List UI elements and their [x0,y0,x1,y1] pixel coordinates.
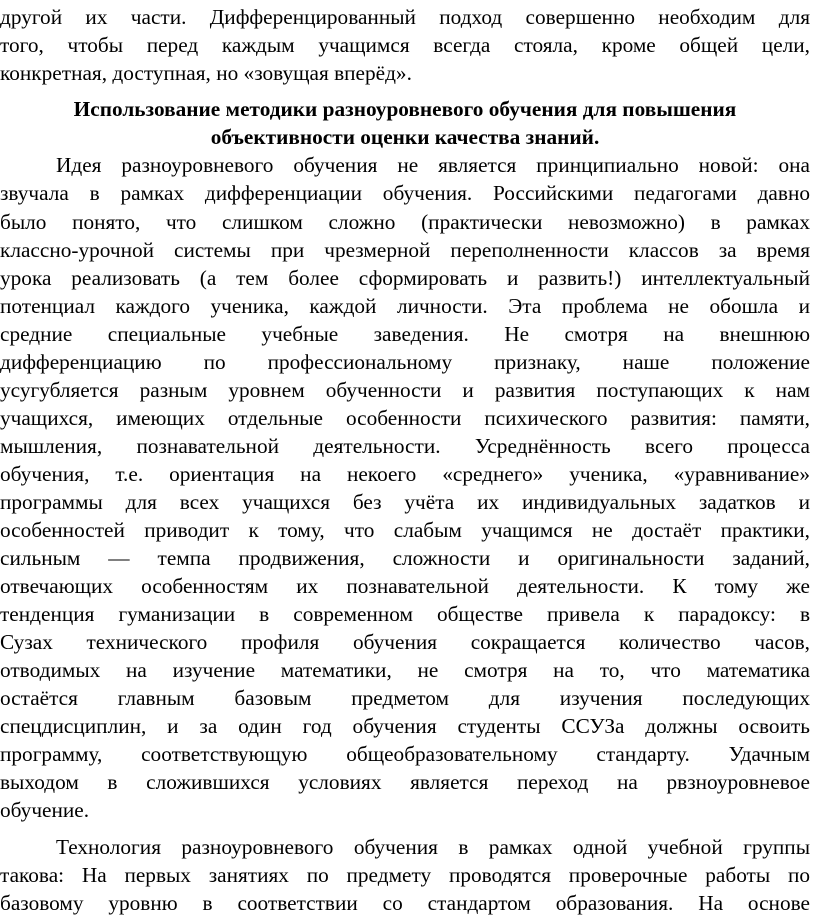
section-heading-line-1: Использование методики разноуровневого обучения для повышения [73,97,737,121]
paragraph1-line-14: особенностей приводит к тому, что слабым учащимся не достаёт практики, [0,518,810,542]
intro-line-2: того, чтобы перед каждым учащимся всегда стояла, кроме общей цели, [0,33,810,57]
paragraph1-line-5: урока реализовать (а тем более сформировать и развить!) интеллектуальный [0,266,810,290]
paragraph1-line-11: мышления, познавательной деятельности. Усреднённость всего процесса [0,434,810,458]
paragraph2-line-2: такова: На первых занятиях по предмету проводятся проверочные работы по [0,863,810,887]
paragraph1-line-4: классно-урочной системы при чрезмерной переполненности классов за время [0,238,810,262]
paragraph1-line-9: усугубляется разным уровнем обученности и развития поступающих к нам [0,378,810,402]
intro-line-1: другой их части. Дифференцированный подход совершенно необходим для [0,5,810,29]
paragraph1-line-12: обучения, т.е. ориентация на некоего «среднего» ученика, «уравнивание» [0,462,810,486]
paragraph2-line-1: Технология разноуровневого обучения в рамках одной учебной группы [56,835,810,859]
paragraph1-line-23: выходом в сложившихся условиях является переход на рвзноуровневое [0,770,810,794]
paragraph1-line-20: остаётся главным базовым предметом для изучения последующих [0,686,810,710]
paragraph1-line-3: было понято, что слишком сложно (практически невозможно) в рамках [0,210,810,234]
section-heading-line-2: объективности оценки качества знаний. [210,125,600,149]
intro-line-3: конкретная, доступная, но «зовущая вперёд». [0,61,412,85]
paragraph1-line-19: отводимых на изучение математики, не смотря на то, что математика [0,658,810,682]
paragraph1-line-16: отвечающих особенностям их познавательной деятельности. К тому же [0,574,810,598]
paragraph1-line-21: спецдисциплин, и за один год обучения студенты ССУЗа должны освоить [0,714,810,738]
paragraph1-line-6: потенциал каждого ученика, каждой личности. Эта проблема не обошла и [0,294,810,318]
paragraph1-line-15: сильным — темпа продвижения, сложности и оригинальности заданий, [0,546,810,570]
paragraph1-line-1: Идея разноуровневого обучения не является принципиально новой: она [56,153,810,177]
paragraph1-line-8: дифференциацию по профессиональному признаку, наше положение [0,350,810,374]
paragraph1-line-10: учащихся, имеющих отдельные особенности психического развития: памяти, [0,406,810,430]
paragraph1-line-2: звучала в рамках дифференциации обучения. Российскими педагогами давно [0,181,810,205]
paragraph2-line-3: базовому уровню в соответствии со стандартом образования. На основе [0,891,810,915]
paragraph1-line-22: программу, соответствующую общеобразовательному стандарту. Удачным [0,742,810,766]
paragraph1-line-24: обучение. [0,798,90,822]
paragraph1-line-17: тенденция гуманизации в современном обществе привела к парадоксу: в [0,602,810,626]
paragraph1-line-18: Сузах технического профиля обучения сокращается количество часов, [0,630,810,654]
paragraph1-line-7: средние специальные учебные заведения. Не смотря на внешнюю [0,322,810,346]
paragraph1-line-13: программы для всех учащихся без учёта их индивидуальных задатков и [0,490,810,514]
